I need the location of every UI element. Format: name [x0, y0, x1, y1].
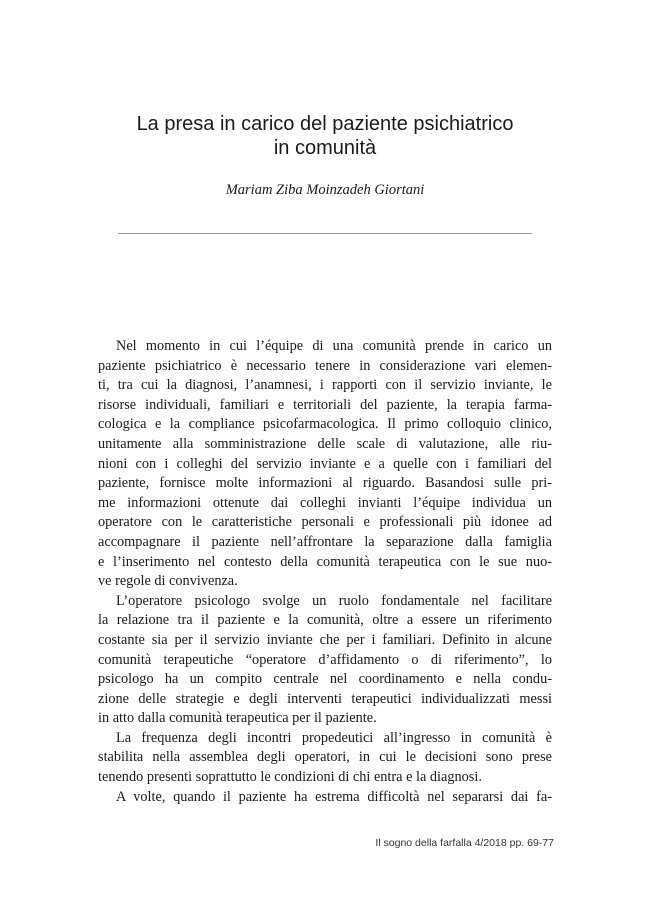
body-line: psicologo ha un compito centrale nel coordinamento e nella condu-	[98, 671, 552, 688]
body-line: zione delle strategie e degli interventi terapeutici individualizzati messi	[98, 690, 552, 707]
article-title	[0, 112, 650, 160]
body-line: unitamente alla somministrazione delle scale di valutazione, alle riu-	[98, 435, 552, 452]
journal-citation: Il sogno della farfalla 4/2018 pp. 69-77	[375, 837, 554, 849]
body-line: accompagnare il paziente nell’affrontare la separazione dalla famiglia	[98, 533, 552, 550]
body-line: L’operatore psicologo svolge un ruolo fondamentale nel facilitare	[116, 592, 552, 609]
body-line: me informazioni ottenute dai colleghi invianti l’équipe individua un	[98, 494, 552, 511]
body-line: operatore con le caratteristiche personali e professionali più idonee ad	[98, 514, 552, 531]
body-line: in atto dalla comunità terapeutica per il paziente.	[98, 710, 377, 727]
body-line: La frequenza degli incontri propedeutici all’ingresso in comunità è	[116, 729, 552, 746]
body-line: la relazione tra il paziente e la comunità, oltre a essere un riferimento	[98, 612, 552, 629]
article-title-line-1: La presa in carico del paziente psichiatrico	[136, 113, 514, 135]
body-line: Nel momento in cui l’équipe di una comunità prende in carico un	[116, 338, 552, 354]
article-body	[98, 337, 552, 807]
body-line: e l’inserimento nel contesto della comunità terapeutica con le sue nuo-	[98, 553, 552, 570]
body-line: paziente, fornisce molte informazioni al riguardo. Basandosi sulle pri-	[98, 475, 552, 492]
body-line: cologica e la compliance psicofarmacologica. Il primo colloquio clinico,	[98, 416, 552, 433]
body-line: ti, tra cui la diagnosi, l’anamnesi, i rapporti con il servizio inviante, le	[98, 377, 552, 394]
body-line: risorse individuali, familiari e territoriali del paziente, la terapia farma-	[98, 396, 552, 413]
body-line: comunità terapeutiche “operatore d’affidamento o di riferimento”, lo	[98, 651, 552, 668]
body-line: paziente psichiatrico è necessario tenere in considerazione vari elemen-	[98, 357, 552, 374]
body-line: costante sia per il servizio inviante che per i familiari. Definito in alcune	[98, 631, 552, 648]
body-line: nioni con i colleghi del servizio inviante e a quelle con i familiari del	[98, 455, 552, 472]
body-line: stabilita nella assemblea degli operatori, in cui le decisioni sono prese	[98, 749, 552, 766]
body-line: tenendo presenti soprattutto le condizioni di chi entra e la diagnosi.	[98, 769, 482, 786]
article-author: Mariam Ziba Moinzadeh Giortani	[225, 182, 425, 198]
body-line: A volte, quando il paziente ha estrema difficoltà nel separarsi dai fa-	[116, 788, 552, 805]
body-line: ve regole di convivenza.	[98, 573, 238, 590]
title-divider	[118, 233, 532, 234]
article-title-line-2: in comunità	[273, 137, 377, 159]
